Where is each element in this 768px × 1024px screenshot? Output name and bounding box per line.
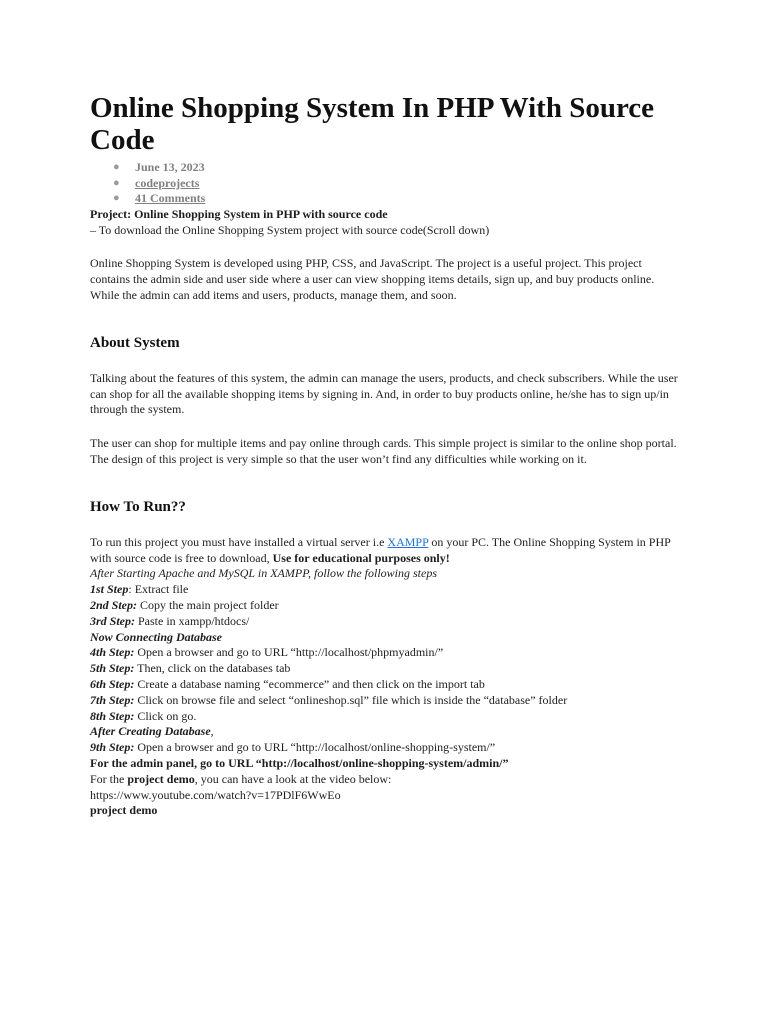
step-7: [90, 693, 680, 709]
step-6: [90, 677, 680, 693]
after-starting-text: After Starting Apache and MySQL in XAMPP, follow the following steps: [90, 566, 437, 581]
step-sep: :: [128, 582, 135, 597]
project-label: [90, 207, 680, 223]
step-label: 9th Step:: [90, 740, 135, 755]
step-4: [90, 645, 680, 661]
step-label: 6th Step:: [90, 676, 135, 691]
howto-intro-text: To run this project you must have installed a virtual server i.e: [90, 534, 388, 549]
intro-description: Online Shopping System is developed using PHP, CSS, and JavaScript. The project is a useful project. This project contains the admin side and user side where a user can view shopping items details, sign up, and buy products online. While the admin can add items and users, products, manage them, and soon.: [90, 256, 655, 302]
step-label: 2nd Step:: [90, 597, 138, 612]
step-8: [90, 709, 680, 725]
xampp-link[interactable]: XAMPP: [387, 534, 429, 549]
bullet-icon: ●: [113, 176, 120, 189]
step-text: Open a browser and go to URL “http://localhost/phpmyadmin/”: [137, 645, 444, 660]
article: [90, 92, 680, 819]
step-label: 8th Step:: [90, 708, 135, 723]
howto-heading: How To Run??: [90, 498, 186, 515]
step-text: Then, click on the databases tab: [137, 661, 291, 676]
post-author[interactable]: [113, 176, 680, 192]
page-title: Online Shopping System In PHP With Source Code: [90, 92, 655, 156]
edu-note: Use for educational purposes only!: [272, 550, 450, 565]
demo-text-2: , you can have a look at the video below:: [194, 771, 392, 786]
demo-text-bold: project demo: [127, 771, 195, 786]
project-label-text: Project: Online Shopping System in PHP with source code: [90, 206, 388, 221]
demo-caption: [90, 803, 680, 819]
step-text: Click on go.: [137, 708, 197, 723]
admin-panel-note: [90, 756, 680, 772]
step-9: [90, 740, 680, 756]
howto-intro-text-2: on your PC. The Online Shopping System in PHP with source code is free to download,: [90, 534, 671, 565]
step-3: [90, 614, 680, 630]
author-link[interactable]: codeprojects: [135, 175, 200, 190]
about-heading: About System: [90, 334, 180, 351]
step-2: [90, 598, 680, 614]
steps-block: [90, 566, 680, 819]
after-creating-note: [90, 724, 680, 740]
post-meta: [90, 160, 680, 207]
about-paragraph-2: The user can shop for multiple items and pay online through cards. This simple project is similar to the online shop portal. The design of this project is very simple so that the user won’t find any difficulties while working on it.: [90, 436, 677, 466]
admin-panel-text: For the admin panel, go to URL “http://localhost/online-shopping-system/admin/”: [90, 755, 509, 770]
demo-caption-text: project demo: [90, 803, 158, 818]
now-connecting-text: Now Connecting Database: [90, 629, 223, 644]
demo-text-1: For the: [90, 771, 128, 786]
post-comments[interactable]: [113, 191, 680, 207]
step-text: Extract file: [134, 582, 189, 597]
bullet-icon: ●: [113, 192, 120, 205]
after-starting-note: [90, 566, 680, 582]
after-creating-text: After Creating Database: [90, 724, 211, 739]
step-text: Click on browse file and select “onlineshop.sql” file which is inside the “database” folder: [137, 692, 568, 707]
now-connecting-note: [90, 630, 680, 646]
post-date: [113, 160, 680, 176]
howto-intro: [90, 535, 680, 567]
after-creating-suffix: ,: [210, 724, 214, 739]
step-text: Open a browser and go to URL “http://localhost/online-shopping-system/”: [137, 740, 496, 755]
download-note: – To download the Online Shopping System project with source code(Scroll down): [90, 222, 490, 237]
step-label: 4th Step:: [90, 645, 135, 660]
demo-note: [90, 772, 680, 788]
step-text: Copy the main project folder: [140, 597, 279, 612]
step-label: 7th Step:: [90, 692, 135, 707]
step-text: Paste in xampp/htdocs/: [138, 613, 250, 628]
post-date-text: June 13, 2023: [135, 160, 205, 174]
step-label: 1st Step: [90, 582, 129, 597]
step-label: 3rd Step:: [90, 613, 135, 628]
about-paragraph-1: Talking about the features of this system, the admin can manage the users, products, and check subscribers. While the user can shop for all the available shopping items by signing in. And, in order to buy products online, he/she has to sign up/in through the system.: [90, 370, 678, 417]
step-text: Create a database naming “ecommerce” and then click on the import tab: [137, 676, 485, 691]
step-1: [90, 582, 680, 598]
comments-link[interactable]: 41 Comments: [135, 191, 206, 206]
step-label: 5th Step:: [90, 661, 135, 676]
step-5: [90, 661, 680, 677]
bullet-icon: ●: [113, 161, 120, 173]
video-url[interactable]: https://www.youtube.com/watch?v=17PDlF6WwEo: [90, 787, 341, 802]
